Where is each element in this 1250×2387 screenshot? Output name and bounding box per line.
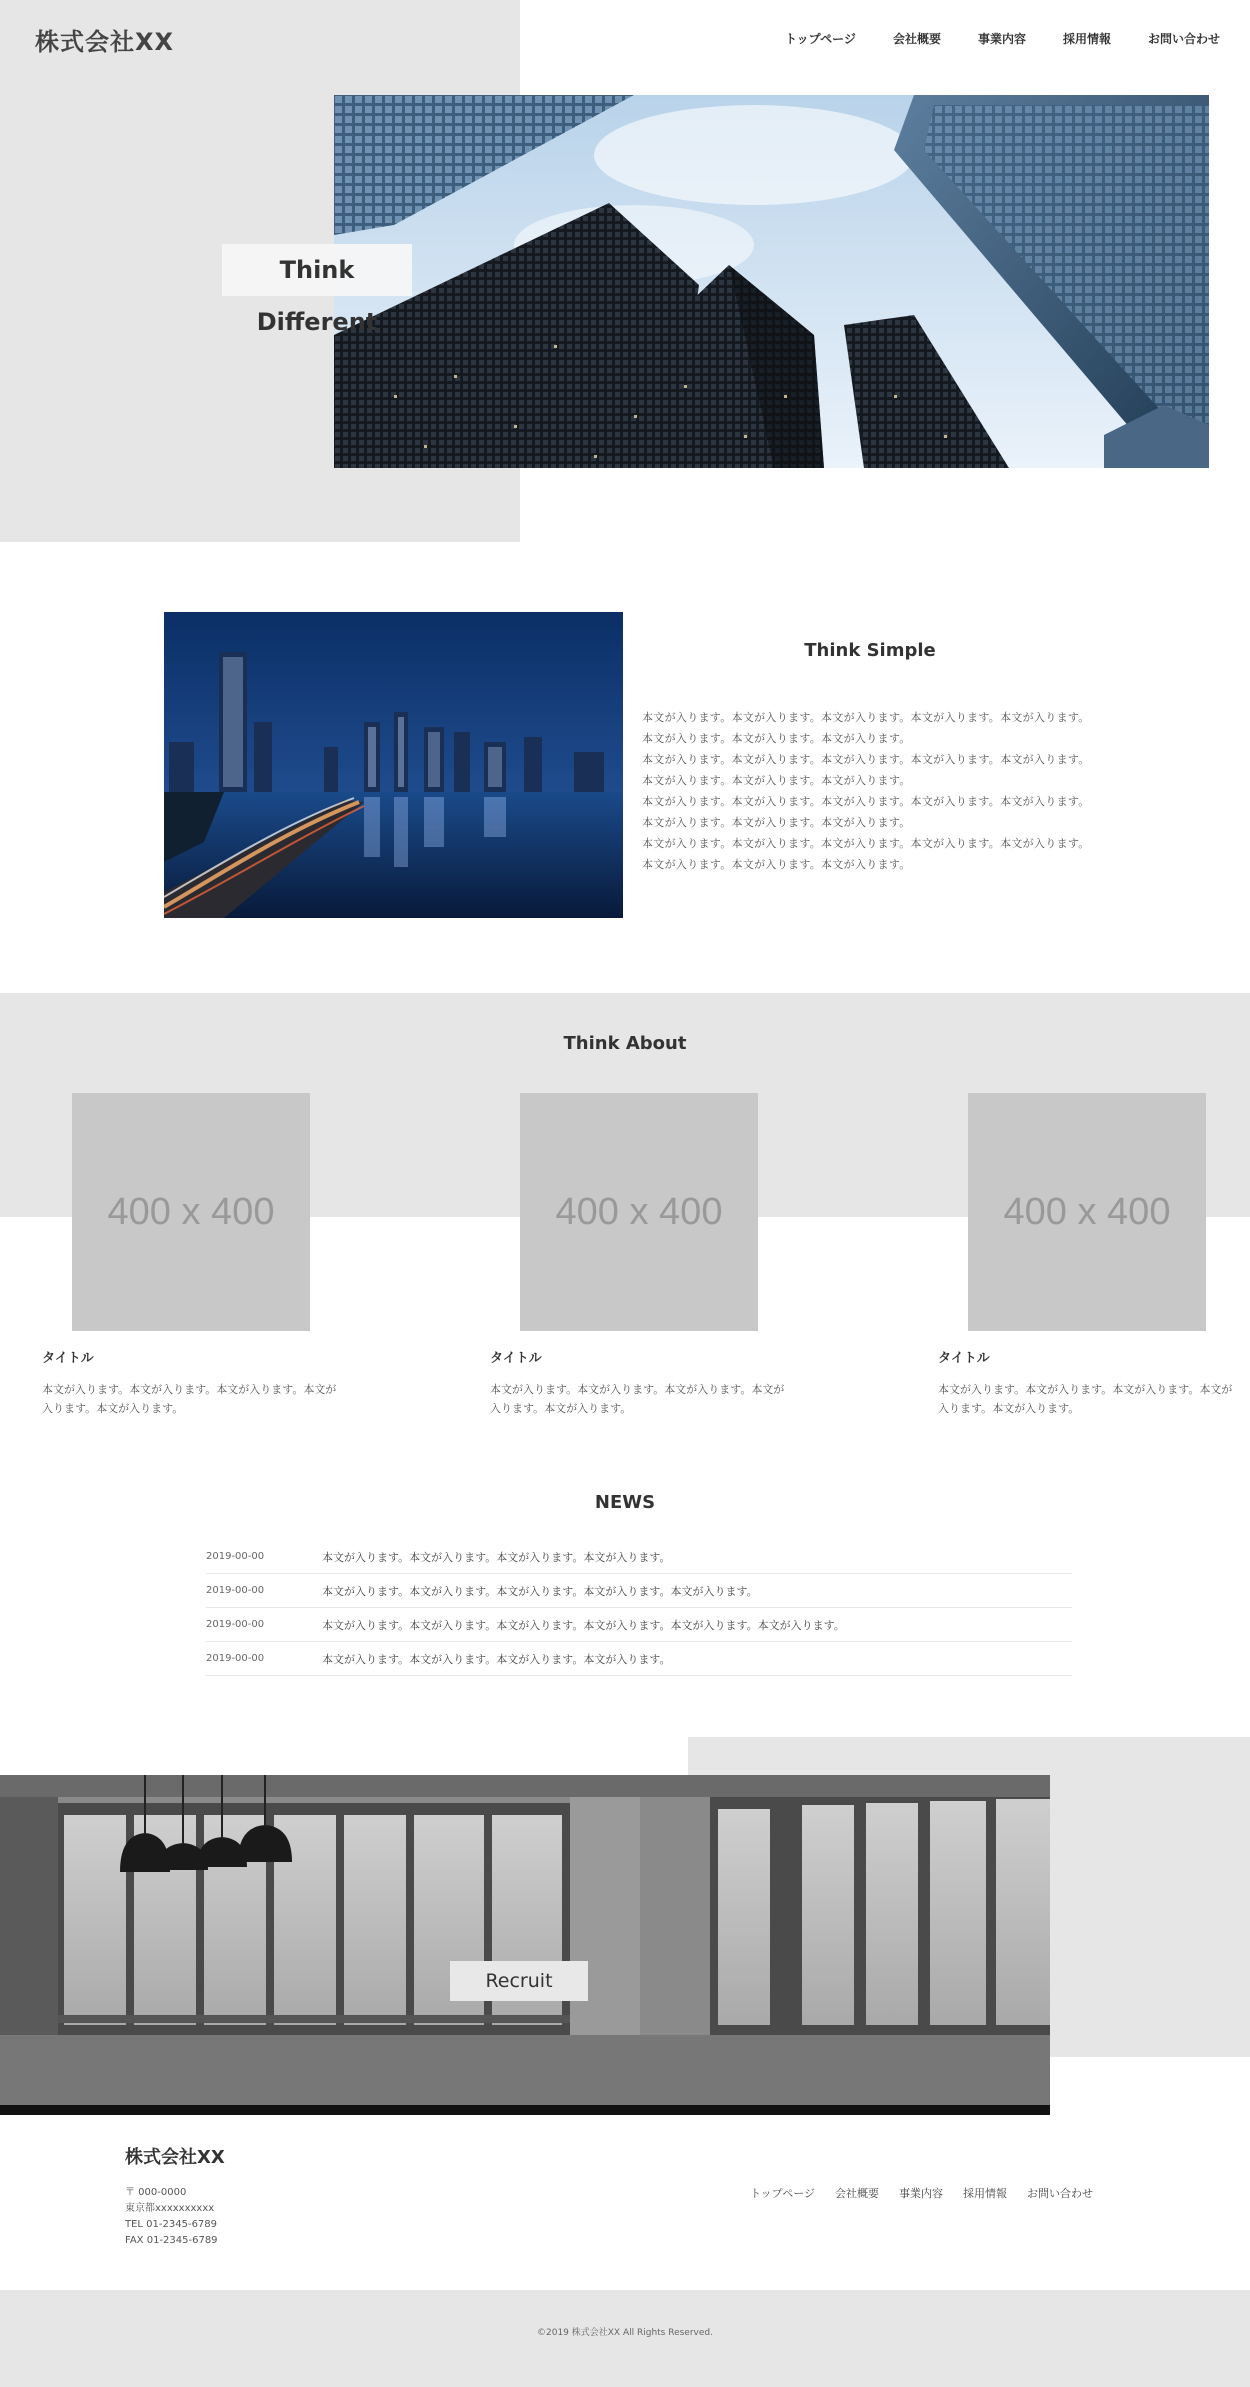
card-title: タイトル — [42, 1351, 94, 1366]
card-image-placeholder: 400 x 400 — [520, 1093, 758, 1331]
footer-tel: TEL 01-2345-6789 — [125, 2219, 218, 2230]
nav-item-contact[interactable]: お問い合わせ — [1147, 32, 1220, 46]
hero-skyscraper-image — [334, 95, 1209, 468]
think-simple-paragraph: 本文が入ります。本文が入ります。本文が入ります。本文が入ります。本文が入ります。本文が入ります。本文が入ります。本文が入ります。 — [642, 795, 1090, 829]
news-item[interactable] — [206, 1540, 1072, 1574]
card-text: 本文が入ります。本文が入ります。本文が入ります。本文が入ります。本文が入ります。 — [490, 1383, 785, 1415]
footer-fax: FAX 01-2345-6789 — [125, 2235, 218, 2246]
news-item[interactable] — [206, 1642, 1072, 1676]
card-title: タイトル — [938, 1351, 990, 1366]
footer-nav-business[interactable]: 事業内容 — [899, 2187, 944, 2200]
news-date: 2019-00-00 — [206, 1653, 265, 1664]
card-image-placeholder: 400 x 400 — [72, 1093, 310, 1331]
card-title: タイトル — [490, 1351, 542, 1366]
think-simple-title: Think Simple — [804, 640, 936, 661]
footer-nav — [750, 2185, 1093, 2201]
card-text: 本文が入ります。本文が入ります。本文が入ります。本文が入ります。本文が入ります。 — [42, 1383, 337, 1415]
think-simple-paragraph: 本文が入ります。本文が入ります。本文が入ります。本文が入ります。本文が入ります。本文が入ります。本文が入ります。本文が入ります。 — [642, 837, 1090, 871]
news-list — [206, 1540, 1072, 1676]
card-text: 本文が入ります。本文が入ります。本文が入ります。本文が入ります。本文が入ります。 — [938, 1383, 1233, 1415]
footer-address — [125, 2185, 218, 2249]
think-simple-paragraph: 本文が入ります。本文が入ります。本文が入ります。本文が入ります。本文が入ります。本文が入ります。本文が入ります。本文が入ります。 — [642, 711, 1090, 745]
recruit-button[interactable]: Recruit — [450, 1961, 588, 2001]
footer-nav-recruit[interactable]: 採用情報 — [963, 2187, 1008, 2200]
hero-tagline: Think Different — [222, 244, 412, 296]
news-title: NEWS — [594, 1492, 656, 1513]
news-text: 本文が入ります。本文が入ります。本文が入ります。本文が入ります。 — [322, 1550, 671, 1564]
copyright-text: ©2019 株式会社XX All Rights Reserved. — [537, 2328, 713, 2338]
card-image-placeholder: 400 x 400 — [968, 1093, 1206, 1331]
site-logo[interactable]: 株式会社XX — [35, 28, 175, 56]
think-simple-text — [642, 707, 1092, 875]
nav-item-business[interactable]: 事業内容 — [977, 32, 1026, 46]
copyright-background — [0, 2290, 1250, 2387]
nav-item-recruit[interactable]: 採用情報 — [1062, 32, 1111, 46]
footer-logo[interactable]: 株式会社XX — [125, 2147, 225, 2168]
news-item[interactable] — [206, 1574, 1072, 1608]
nav-item-top[interactable]: トップページ — [785, 32, 856, 46]
footer-nav-contact[interactable]: お問い合わせ — [1027, 2187, 1094, 2200]
news-text: 本文が入ります。本文が入ります。本文が入ります。本文が入ります。本文が入ります。 — [322, 1584, 758, 1598]
footer-postal-code: 〒 000-0000 — [125, 2187, 187, 2198]
think-about-title: Think About — [563, 1033, 687, 1054]
footer-nav-top[interactable]: トップページ — [750, 2187, 816, 2200]
news-date: 2019-00-00 — [206, 1619, 265, 1630]
footer-street: 東京都xxxxxxxxxx — [125, 2203, 215, 2214]
news-text: 本文が入ります。本文が入ります。本文が入ります。本文が入ります。本文が入ります。本文が入ります。 — [322, 1618, 845, 1632]
city-night-image — [164, 612, 623, 918]
footer-nav-company[interactable]: 会社概要 — [835, 2187, 880, 2200]
news-text: 本文が入ります。本文が入ります。本文が入ります。本文が入ります。 — [322, 1652, 671, 1666]
nav-item-company[interactable]: 会社概要 — [892, 32, 941, 46]
news-date: 2019-00-00 — [206, 1585, 265, 1596]
think-simple-paragraph: 本文が入ります。本文が入ります。本文が入ります。本文が入ります。本文が入ります。本文が入ります。本文が入ります。本文が入ります。 — [642, 753, 1090, 787]
office-room-image — [0, 1775, 1050, 2115]
news-date: 2019-00-00 — [206, 1551, 265, 1562]
main-nav — [785, 30, 1220, 47]
news-item[interactable] — [206, 1608, 1072, 1642]
